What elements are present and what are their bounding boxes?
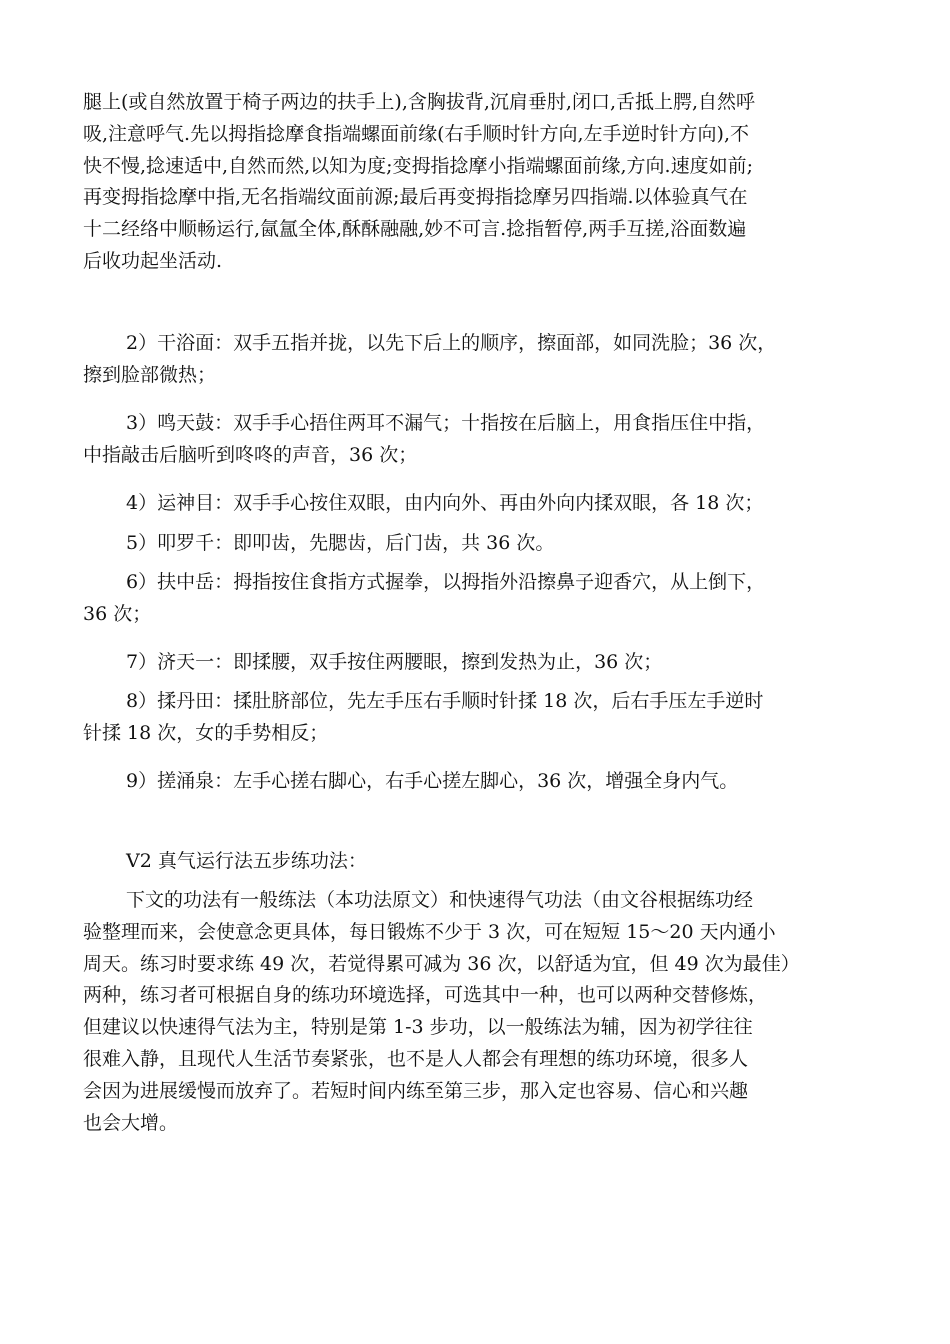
text-line: 5）叩罗千：即叩齿，先腮齿，后门齿，共 36 次。 [126, 532, 555, 554]
text-line: 7）济天一：即揉腰，双手按住两腰眼，擦到发热为止，36 次； [126, 651, 663, 673]
list-item-6 [83, 567, 873, 631]
text-line: 验整理而来，会使意念更具体，每日锻炼不少于 3 次，可在短短 15～20 天内通小 [83, 920, 776, 943]
text-line: 下文的功法有一般练法（本功法原文）和快速得气功法（由文谷根据练功经 [126, 889, 754, 911]
body-paragraph [83, 885, 873, 1139]
text-line: 3）鸣天鼓：双手手心捂住两耳不漏气；十指按在后脑上，用食指压住中指， [126, 412, 766, 434]
text-line: 周天。练习时要求练 49 次，若觉得累可减为 36 次，以舒适为宜，但 49 次为最佳） [83, 952, 800, 975]
text-line: 很难入静，且现代人生活节奏紧张，也不是人人都会有理想的练功环境，很多人 [83, 1047, 749, 1070]
text-line: 吸,注意呼气.先以拇指捻摩食指端螺面前缘(右手顺时针方向,左手逆时针方向),不 [83, 122, 749, 145]
text-line: 两种，练习者可根据自身的练功环境选择，可选其中一种，也可以两种交替修炼， [83, 984, 768, 1007]
text-line: 中指敲击后脑听到咚咚的声音，36 次； [83, 443, 418, 466]
text-line: 针揉 18 次，女的手势相反； [83, 721, 329, 744]
list-item-4 [83, 488, 873, 520]
section-heading: V2 真气运行法五步练功法： [126, 850, 367, 872]
list-item-9 [83, 766, 873, 798]
intro-paragraph [83, 87, 873, 278]
text-line: 6）扶中岳：拇指按住食指方式握拳，以拇指外沿擦鼻子迎香穴，从上倒下， [126, 571, 766, 593]
text-line: 36 次； [83, 602, 152, 625]
list-item-5 [83, 528, 873, 560]
list-item-8 [83, 686, 873, 750]
text-line: 后收功起坐活动. [83, 249, 223, 272]
list-item-2 [83, 328, 873, 392]
text-line: 也会大增。 [83, 1111, 179, 1134]
text-line: 再变拇指捻摩中指,无名指端纹面前源;最后再变拇指捻摩另四指端.以体验真气在 [83, 186, 748, 209]
text-line: 擦到脸部微热； [83, 363, 217, 386]
list-item-3 [83, 408, 873, 472]
text-line: 十二经络中顺畅运行,氤氲全体,酥酥融融,妙不可言.捻指暂停,两手互搓,浴面数遍 [83, 218, 747, 241]
text-line: 腿上(或自然放置于椅子两边的扶手上),含胸拔背,沉肩垂肘,闭口,舌抵上腭,自然呼 [83, 91, 756, 113]
text-line: 4）运神目：双手手心按住双眼，由内向外、再由外向内揉双眼，各 18 次； [126, 492, 764, 514]
text-line: 9）搓涌泉：左手心搓右脚心，右手心搓左脚心，36 次，增强全身内气。 [126, 770, 739, 792]
list-item-7 [83, 647, 873, 679]
text-line: 会因为进展缓慢而放弃了。若短时间内练至第三步，那入定也容易、信心和兴趣 [83, 1079, 749, 1102]
text-line: 但建议以快速得气法为主，特别是第 1-3 步功，以一般练法为辅，因为初学往往 [83, 1016, 753, 1039]
text-line: 快不慢,捻速适中,自然而然,以知为度;变拇指捻摩小指端螺面前缘,方向.速度如前; [83, 154, 754, 177]
text-line: 8）揉丹田：揉肚脐部位，先左手压右手顺时针揉 18 次，后右手压左手逆时 [126, 690, 764, 712]
text-line: 2）干浴面：双手五指并拢，以先下后上的顺序，擦面部，如同洗脸；36 次， [126, 332, 777, 354]
